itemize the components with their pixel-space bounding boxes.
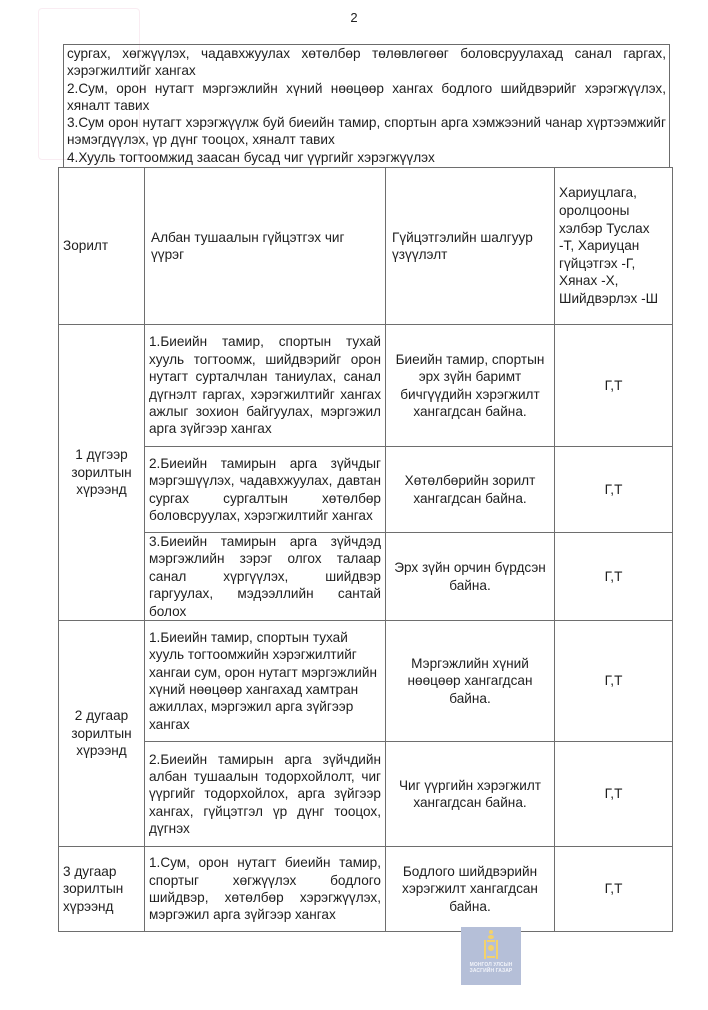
indicator-cell: Бодлого шийдвэрийн хэрэгжилт хангагдсан байна. xyxy=(386,847,555,932)
role-cell: Г,Т xyxy=(555,325,673,447)
role-cell: Г,Т xyxy=(555,742,673,847)
header-role: Хариуцлага, оролцооны хэлбэр Туслах -Т, Хариуцан гүйцэтгэх -Г, Хянах -Х, Шийдвэрлэх -Ш xyxy=(555,168,673,325)
indicator-cell: Эрх зүйн орчин бүрдсэн байна. xyxy=(386,533,555,621)
intro-line: 4.Хууль тогтоомжид заасан бусад чиг үүргийг хэрэгжүүлэх xyxy=(67,149,435,165)
indicator-cell: Мэргэжлийн хүний нөөцөөр хангагдсан байна. xyxy=(386,621,555,742)
intro-duties-box xyxy=(63,44,670,167)
indicator-cell: Чиг үүргийн хэрэгжилт хангагдсан байна. xyxy=(386,742,555,847)
intro-line: сургах, хөгжүүлэх, чадавхжуулах хөтөлбөр төлөвлөгөөг боловсруулахад санал гаргах, хэрэгжилтийг хангах xyxy=(67,46,666,79)
duties-table xyxy=(58,167,673,932)
duty-cell: 1.Биеийн тамир, спортын тухай хууль тогтоомж, шийдвэрийг орон нутагт сурталчлан таниулах, санал дүгнэлт гаргах, хэрэгжилтийг хангах ажлыг зохион байгуулах, мэргэжил арга зүйгээр хангах xyxy=(145,325,386,447)
header-objective: Зорилт xyxy=(59,168,145,325)
table-row xyxy=(59,447,673,533)
table-row xyxy=(59,325,673,447)
intro-line: 3.Сум орон нутагт хэрэгжүүлж буй биеийн тамир, спортын арга хэмжээний чанар хүртээмжийг нэмэгдүүлэх, үр дүнг тооцох, хяналт тавих xyxy=(67,115,666,148)
role-cell: Г,Т xyxy=(555,847,673,932)
logo-text-line1: МОНГОЛ УЛСЫН xyxy=(469,962,513,968)
table-row xyxy=(59,621,673,742)
indicator-cell: Биеийн тамир, спортын эрх зүйн баримт бичгүүдийн хэрэгжилт хангагдсан байна. xyxy=(386,325,555,447)
table-header-row xyxy=(59,168,673,325)
duty-cell: 3.Биеийн тамирын арга зүйчдэд мэргэжлийн зэрэг олгох талаар санал хүргүүлэх, шийдвэр гаргуулах, мэдээллийн сантай болох xyxy=(145,533,386,621)
role-cell: Г,Т xyxy=(555,533,673,621)
role-cell: Г,Т xyxy=(555,621,673,742)
objective-cell: 1 дүгээр зорилтын хүрээнд xyxy=(59,325,145,621)
intro-line: 2.Сум, орон нутагт мэргэжлийн хүний нөөцөөр хангах бодлого шийдвэрийг хэрэгжүүлэх, хяналт тавих xyxy=(67,80,666,113)
logo-text-line2: ЗАСГИЙН ГАЗАР xyxy=(469,968,513,974)
duty-cell: 1.Биеийн тамир, спортын тухай хууль тогтоомжийн хэрэгжилтийг хангаи сум, орон нутагт мэргэжлийн хүний нөөцөөр хангахад хамтран ажиллах, мэргэжил арга зүйгээр хангах xyxy=(145,621,386,742)
table-row xyxy=(59,847,673,932)
role-cell: Г,Т xyxy=(555,447,673,533)
table-row xyxy=(59,742,673,847)
indicator-cell: Хөтөлбөрийн зорилт хангагдсан байна. xyxy=(386,447,555,533)
government-logo xyxy=(461,927,521,985)
duty-cell: 2.Биеийн тамирын арга зүйчдийн албан тушаалын тодорхойлолт, чиг үүргийг тодорхойлох, арга зүйгээр хангах, гүйцэтгэл үр дүнг тооцох, дүгнэх xyxy=(145,742,386,847)
page-number: 2 xyxy=(350,10,358,25)
table-row xyxy=(59,533,673,621)
objective-cell: 2 дугаар зорилтын хүрээнд xyxy=(59,621,145,847)
header-indicator: Гүйцэтгэлийн шалгуур үзүүлэлт xyxy=(386,168,555,325)
duty-cell: 2.Биеийн тамирын арга зүйчдыг мэргэшүүлэх, чадавхжуулах, давтан сургах сургалтын хөтөлбөр боловсруулах, хэрэгжилтийг хангах xyxy=(145,447,386,533)
header-duty: Албан тушаалын гүйцэтгэх чиг үүрэг xyxy=(145,168,386,325)
soyombo-emblem-icon xyxy=(484,930,498,960)
objective-cell: 3 дугаар зорилтын хүрээнд xyxy=(59,847,145,932)
duty-cell: 1.Сум, орон нутагт биеийн тамир, спортыг хөгжүүлэх бодлого шийдвэр, хөтөлбөр хэрэгжүүлэх, мэргэжил арга зүйгээр хангах xyxy=(145,847,386,932)
